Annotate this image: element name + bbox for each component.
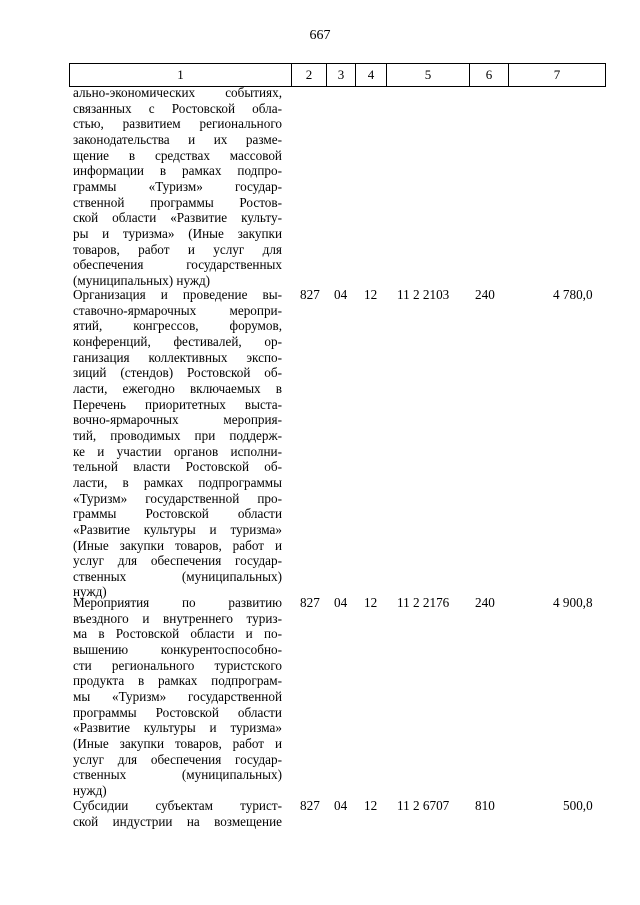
cell-section: 04 [334,287,348,302]
description-line: ской области «Развитие культу- [73,210,282,226]
description-line: товаров, работ и услуг для [73,241,282,257]
cell-amount: 4 780,0 [553,287,593,302]
description-line: ласти, в рамках подпрограммы [73,474,282,490]
description-line: услуг для обеспечения государ- [73,751,282,767]
header-col-3: 3 [326,64,355,86]
cell-subsection: 12 [364,595,378,610]
description-line: вышению конкурентоспособно- [73,641,282,657]
description-line: программы Ростовской области [73,704,282,720]
description-line: ласти, ежегодно включаемых в [73,380,282,396]
description-line: сти регионального туристского [73,657,282,673]
header-col-1: 1 [177,67,184,82]
row-description [73,287,282,600]
cell-section: 04 [334,595,348,610]
row-description [73,595,282,799]
description-line: вочно-ярмарочных мероприя- [73,412,282,428]
description-line: (Иные закупки товаров, работ и [73,537,282,553]
cell-expense-type: 810 [475,798,495,813]
description-line: «Развитие культуры и туризма» [73,521,282,537]
cell-subsection: 12 [364,798,378,813]
description-line: информации в рамках подпро- [73,163,282,179]
description-line: конференций, фестивалей, ор- [73,333,282,349]
description-line: ганизация коллективных экспо- [73,349,282,365]
description-line: ма в Ростовской области и по- [73,626,282,642]
header-col-7: 7 [508,64,605,86]
cell-target-article: 11 2 6707 [397,798,450,813]
description-line: продукта в рамках подпрограм- [73,673,282,689]
cell-amount: 4 900,8 [553,595,593,610]
description-line: ственных (муниципальных) [73,568,282,584]
description-line: Перечень приоритетных выста- [73,396,282,412]
description-line: ственной программы Ростов- [73,194,282,210]
description-line: нужд) [73,782,107,798]
cell-section: 04 [334,798,348,813]
cell-target-article: 11 2 2176 [397,595,450,610]
description-line: услуг для обеспечения государ- [73,553,282,569]
description-line: ставочно-ярмарочных меропри- [73,302,282,318]
row-description [73,798,282,829]
description-line: граммы Ростовской области [73,506,282,522]
description-line: ально-экономических событиях, [73,85,282,100]
description-line: законодательства и их разме- [73,131,282,147]
description-line: (Иные закупки товаров, работ и [73,735,282,751]
cell-ministry-code: 827 [300,798,320,813]
description-line: тий, проводимых при поддерж- [73,427,282,443]
description-line: обеспечения государственных [73,257,282,273]
description-line: тельной власти Ростовской об- [73,459,282,475]
row-description [73,85,282,289]
description-line: граммы «Туризм» государ- [73,178,282,194]
cell-expense-type: 240 [475,595,495,610]
description-line: ры и туризма» (Иные закупки [73,225,282,241]
description-line: ятий, конгрессов, форумов, [73,318,282,334]
table-header-row [69,63,606,87]
cell-subsection: 12 [364,287,378,302]
cell-ministry-code: 827 [300,287,320,302]
description-line: зиций (стендов) Ростовской об- [73,365,282,381]
budget-table [69,63,606,829]
description-line: въездного и внутреннего туриз- [73,610,282,626]
description-line: ской индустрии на возмещение [73,813,282,829]
description-line: Мероприятия по развитию [73,595,282,610]
header-col-4: 4 [355,64,386,86]
description-line: нужд) [73,584,107,600]
description-line: ственных (муниципальных) [73,767,282,783]
description-line: (муниципальных) нужд) [73,272,211,288]
description-line: Организация и проведение вы- [73,287,282,302]
description-line: «Развитие культуры и туризма» [73,720,282,736]
description-line: щение в средствах массовой [73,147,282,163]
description-line: мы «Туризм» государственной [73,688,282,704]
description-line: ке и участии органов исполни- [73,443,282,459]
cell-target-article: 11 2 2103 [397,287,450,302]
header-col-6: 6 [469,64,508,86]
description-line: «Туризм» государственной про- [73,490,282,506]
header-col-5: 5 [386,64,469,86]
page-number: 667 [309,28,331,43]
description-line: Субсидии субъектам турист- [73,798,282,813]
cell-expense-type: 240 [475,287,495,302]
cell-ministry-code: 827 [300,595,320,610]
description-line: связанных с Ростовской обла- [73,100,282,116]
header-col-2: 2 [291,64,326,86]
cell-amount: 500,0 [563,798,593,813]
description-line: стью, развитием регионального [73,116,282,132]
